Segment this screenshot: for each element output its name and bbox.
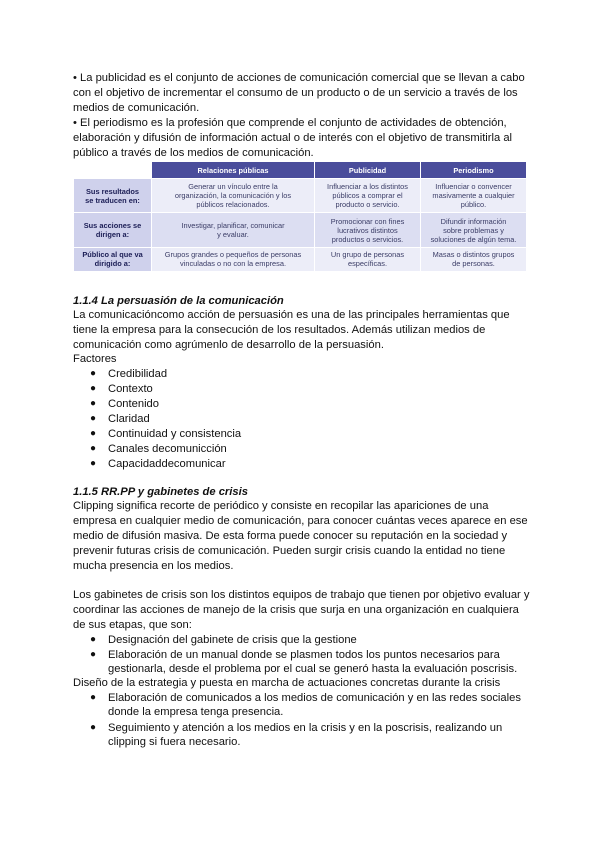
factor-item: Credibilidad <box>108 368 168 380</box>
etapa-item-cont: donde la empresa tenga presencia. <box>108 706 284 718</box>
table-corner <box>74 162 152 179</box>
header-relaciones: Relaciones públicas <box>152 162 315 179</box>
factor-item: Capacidaddecomunicar <box>108 458 226 470</box>
table-cell <box>152 247 315 271</box>
cell-line: organización, la comunicación y los <box>174 191 292 201</box>
cell-line: Un grupo de personas <box>330 250 405 260</box>
table-header-row <box>74 162 527 179</box>
cell-line: soluciones de algún tema. <box>430 234 517 244</box>
cell-line: productos o servicios. <box>331 234 404 244</box>
periodismo-line-3: público a través de los medios de comunicación. <box>73 147 314 159</box>
persuasion-line-3: comunicación como agrúmenlo de desarrollo de la persuasión. <box>73 339 384 351</box>
etapa-item: Elaboración de un manual donde se plasmen todos los puntos necesarios para <box>108 649 500 661</box>
table-cell <box>421 247 527 271</box>
table-cell <box>315 213 421 247</box>
gabinetes-line-2: coordinar las acciones de manejo de la crisis que surja en una organización en cualquiera <box>73 604 519 616</box>
bullet-icon: ● <box>90 692 97 703</box>
bullet-icon: ● <box>90 413 97 424</box>
publicidad-line-3: medios de comunicación. <box>73 102 200 114</box>
bullet-icon: ● <box>90 722 97 733</box>
table-cell <box>315 247 421 271</box>
header-publicidad: Publicidad <box>315 162 421 179</box>
persuasion-line-2: tiene la empresa para la consecución de los resultados. Además utilizan medios de <box>73 324 486 336</box>
table-row <box>74 213 527 247</box>
bullet-icon: ● <box>90 649 97 660</box>
row-header-line: Sus resultados <box>86 186 139 196</box>
row-header <box>74 213 152 247</box>
row-header-line: dirigen a: <box>95 230 130 240</box>
etapa-item: Designación del gabinete de crisis que la gestione <box>108 634 357 646</box>
table-cell <box>152 179 315 213</box>
row-header-line: se traducen en: <box>85 195 140 205</box>
clipping-line-1: Clipping significa recorte de periódico y consiste en recopilar las apariciones de una <box>73 500 489 512</box>
publicidad-line-2: con el objetivo de incrementar el consumo de un producto o de un servicio a través de los <box>73 87 518 99</box>
cell-line: específicas. <box>347 259 388 269</box>
diseno-line: Diseño de la estrategia y puesta en marcha de actuaciones concretas durante la crisis <box>73 677 501 689</box>
bullet-icon: ● <box>90 443 97 454</box>
cell-line: sobre problemas y <box>443 225 504 235</box>
cell-line: público. <box>460 200 487 210</box>
row-header-line: Sus acciones se <box>83 221 142 231</box>
table-cell <box>421 179 527 213</box>
cell-line: Difundir información <box>440 216 507 226</box>
factor-item: Claridad <box>108 413 150 425</box>
table-cell <box>315 179 421 213</box>
bullet-icon: ● <box>90 458 97 469</box>
clipping-line-4: prevenir futuras crisis de comunicación. Pueden surgir crisis cuando la entidad no tiene <box>73 545 506 557</box>
periodismo-line-1: • El periodismo es la profesión que comprende el conjunto de actividades de obtención, <box>73 117 507 129</box>
cell-line: masivamente a cualquier <box>432 191 515 201</box>
publicidad-line-1: • La publicidad es el conjunto de acciones de comunicación comercial que se llevan a cabo <box>73 72 525 84</box>
bullet-icon: ● <box>90 368 97 379</box>
row-header <box>74 179 152 213</box>
etapa-item: Elaboración de comunicados a los medios de comunicación y en las redes sociales <box>108 692 521 704</box>
bullet-icon: ● <box>90 428 97 439</box>
cell-line: vinculadas o no con la empresa. <box>180 259 286 269</box>
bullet-icon: ● <box>90 634 97 645</box>
comparison-table <box>73 161 527 272</box>
cell-line: Influenciar a los distintos <box>327 182 408 192</box>
cell-line: Influenciar o convencer <box>435 182 512 192</box>
etapa-item: Seguimiento y atención a los medios en la crisis y en la poscrisis, realizando un <box>108 722 503 734</box>
etapa-item-cont: clipping si fuera necesario. <box>108 736 241 748</box>
section-1-1-4-heading: 1.1.4 La persuasión de la comunicación <box>73 295 284 307</box>
row-header <box>74 247 152 271</box>
factor-item: Contenido <box>108 398 160 410</box>
gabinetes-line-1: Los gabinetes de crisis son los distintos equipos de trabajo que tienen por objetivo evaluar y <box>73 589 530 601</box>
factores-label: Factores <box>73 353 117 365</box>
factor-item: Continuidad y consistencia <box>108 428 242 440</box>
cell-line: de personas. <box>452 259 495 269</box>
bullet-icon: ● <box>90 383 97 394</box>
table-cell <box>421 213 527 247</box>
cell-line: y evaluar. <box>217 230 249 240</box>
cell-line: Promocionar con fines <box>330 216 405 226</box>
factor-item: Contexto <box>108 383 153 395</box>
persuasion-line-1: La comunicacióncomo acción de persuasión es una de las principales herramientas que <box>73 309 510 321</box>
table-cell <box>152 213 315 247</box>
cell-line: Generar un vínculo entre la <box>188 182 278 192</box>
table-row <box>74 179 527 213</box>
header-periodismo: Periodismo <box>421 162 527 179</box>
etapa-item-cont: gestionarla, desde el problema por el cual se generó hasta la evaluación poscrisis. <box>108 663 518 675</box>
cell-line: lucrativos distintos <box>337 225 398 235</box>
clipping-line-2: empresa en cualquier medio de comunicación, para conocer cuántas veces aparece en ese <box>73 515 528 527</box>
section-1-1-5-heading: 1.1.5 RR.PP y gabinetes de crisis <box>73 486 248 498</box>
cell-line: públicos relacionados. <box>196 200 270 210</box>
gabinetes-line-3: de sus etapas, que son: <box>73 619 192 631</box>
factor-item: Canales decomunicción <box>108 443 227 455</box>
clipping-line-3: medio de difusión masiva. De esta forma puede conocer su reputación en la sociedad y <box>73 530 508 542</box>
cell-line: públicos a comprar el <box>332 191 403 201</box>
periodismo-line-2: elaboración y difusión de información actual o de interés con el objetivo de transmitirla al <box>73 132 513 144</box>
row-header-line: Público al que va <box>82 250 143 260</box>
row-header-line: dirigido a: <box>94 259 131 269</box>
clipping-line-5: mucha presencia en los medios. <box>73 560 234 572</box>
cell-line: producto o servicio. <box>335 200 400 210</box>
cell-line: Masas o distintos grupos <box>432 250 515 260</box>
cell-line: Investigar, planificar, comunicar <box>181 221 285 231</box>
cell-line: Grupos grandes o pequeños de personas <box>164 250 302 260</box>
bullet-icon: ● <box>90 398 97 409</box>
table-row <box>74 247 527 271</box>
